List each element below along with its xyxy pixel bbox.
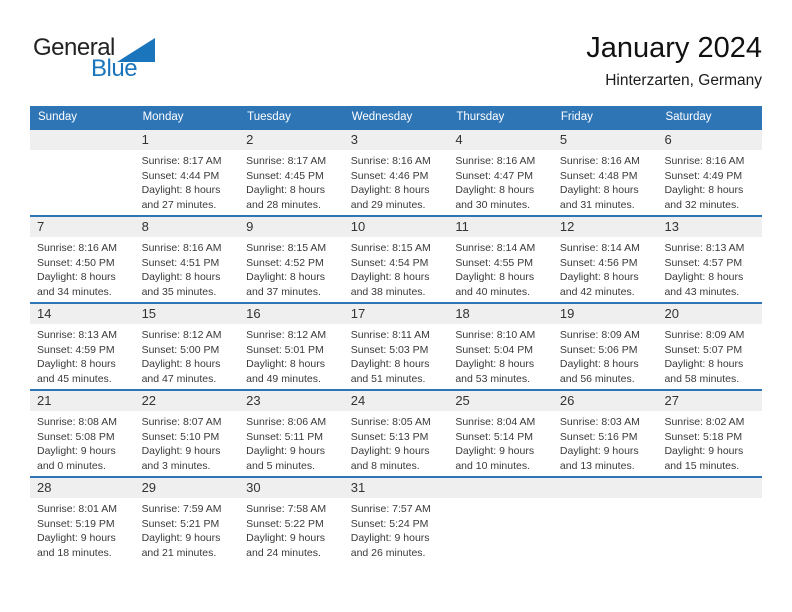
daylight-text-line2: and 45 minutes. bbox=[37, 372, 112, 385]
daylight-text-line2: and 31 minutes. bbox=[559, 198, 635, 211]
day-number: 20 bbox=[657, 304, 762, 324]
day-cell-19 bbox=[553, 304, 658, 389]
day-cell-24 bbox=[344, 391, 449, 476]
daylight-text-line1: Daylight: 8 hours bbox=[246, 358, 325, 371]
daylight-text-line2: and 29 minutes. bbox=[350, 198, 426, 211]
daylight-text-line1: Daylight: 8 hours bbox=[664, 358, 744, 371]
daylight-text-line1: Daylight: 8 hours bbox=[37, 271, 116, 284]
day-number: 24 bbox=[344, 391, 449, 411]
sunset-text: Sunset: 4:49 PM bbox=[664, 169, 743, 182]
day-number: 15 bbox=[135, 304, 240, 324]
day-cell-14 bbox=[30, 304, 135, 389]
sunrise-text: Sunrise: 7:57 AM bbox=[350, 503, 431, 515]
sunrise-text: Sunrise: 8:12 AM bbox=[246, 329, 327, 341]
title-block bbox=[586, 32, 762, 90]
daylight-text-line1: Daylight: 8 hours bbox=[350, 358, 430, 371]
weekday-header-monday: Monday bbox=[142, 111, 184, 123]
empty-day-cell bbox=[448, 478, 553, 563]
day-details bbox=[657, 150, 762, 212]
sunset-text: Sunset: 4:56 PM bbox=[559, 256, 638, 269]
day-cell-7 bbox=[30, 217, 135, 302]
daylight-text-line2: and 13 minutes. bbox=[559, 459, 635, 472]
sunrise-text: Sunrise: 8:16 AM bbox=[455, 155, 536, 167]
day-details bbox=[135, 411, 240, 473]
sunrise-text: Sunrise: 8:14 AM bbox=[559, 242, 640, 254]
weekday-header-tuesday: Tuesday bbox=[247, 111, 291, 123]
day-cell-17 bbox=[344, 304, 449, 389]
general-blue-logo bbox=[33, 36, 155, 80]
sunset-text: Sunset: 5:24 PM bbox=[350, 517, 429, 530]
day-number: 28 bbox=[30, 478, 135, 498]
daylight-text-line2: and 21 minutes. bbox=[141, 546, 217, 559]
sunrise-text: Sunrise: 8:15 AM bbox=[350, 242, 431, 254]
weekday-header-wednesday: Wednesday bbox=[351, 111, 413, 123]
day-number: 11 bbox=[448, 217, 553, 237]
day-number: 4 bbox=[448, 130, 553, 150]
sunrise-text: Sunrise: 8:12 AM bbox=[141, 329, 222, 341]
day-cell-2 bbox=[239, 130, 344, 215]
daylight-text-line2: and 43 minutes. bbox=[664, 285, 740, 298]
daylight-text-line1: Daylight: 8 hours bbox=[664, 271, 744, 284]
weekday-header-thursday: Thursday bbox=[456, 111, 505, 123]
day-number: 18 bbox=[448, 304, 553, 324]
daylight-text-line2: and 5 minutes. bbox=[246, 459, 316, 472]
day-details bbox=[344, 411, 449, 473]
daylight-text-line1: Daylight: 9 hours bbox=[246, 445, 325, 458]
sunset-text: Sunset: 5:10 PM bbox=[141, 430, 220, 443]
day-details bbox=[239, 324, 344, 386]
day-number bbox=[657, 478, 762, 498]
daylight-text-line2: and 42 minutes. bbox=[559, 285, 635, 298]
sunset-text: Sunset: 5:19 PM bbox=[37, 517, 115, 530]
day-details bbox=[657, 237, 762, 299]
day-cell-6 bbox=[657, 130, 762, 215]
day-details bbox=[553, 150, 658, 212]
daylight-text-line2: and 27 minutes. bbox=[141, 198, 217, 211]
day-number: 27 bbox=[657, 391, 762, 411]
empty-day-cell bbox=[30, 130, 135, 215]
daylight-text-line1: Daylight: 8 hours bbox=[246, 271, 325, 284]
daylight-text-line1: Daylight: 8 hours bbox=[141, 184, 221, 197]
day-number: 23 bbox=[239, 391, 344, 411]
day-cell-10 bbox=[344, 217, 449, 302]
day-cell-29 bbox=[135, 478, 240, 563]
day-number: 1 bbox=[135, 130, 240, 150]
sunrise-text: Sunrise: 8:09 AM bbox=[559, 329, 640, 341]
day-details bbox=[553, 411, 658, 473]
sunrise-text: Sunrise: 8:14 AM bbox=[455, 242, 536, 254]
daylight-text-line2: and 0 minutes. bbox=[37, 459, 106, 472]
day-number: 9 bbox=[239, 217, 344, 237]
day-details bbox=[448, 150, 553, 212]
sunset-text: Sunset: 4:44 PM bbox=[141, 169, 220, 182]
daylight-text-line2: and 38 minutes. bbox=[350, 285, 426, 298]
sunrise-text: Sunrise: 8:09 AM bbox=[664, 329, 745, 341]
daylight-text-line2: and 28 minutes. bbox=[246, 198, 321, 211]
sunset-text: Sunset: 5:06 PM bbox=[559, 343, 638, 356]
daylight-text-line1: Daylight: 9 hours bbox=[350, 445, 430, 458]
day-number: 3 bbox=[344, 130, 449, 150]
sunrise-text: Sunrise: 8:07 AM bbox=[141, 416, 222, 428]
daylight-text-line2: and 34 minutes. bbox=[37, 285, 112, 298]
sunrise-text: Sunrise: 8:16 AM bbox=[141, 242, 222, 254]
day-cell-20 bbox=[657, 304, 762, 389]
daylight-text-line1: Daylight: 8 hours bbox=[141, 358, 221, 371]
day-number: 2 bbox=[239, 130, 344, 150]
sunrise-text: Sunrise: 8:05 AM bbox=[350, 416, 431, 428]
day-number: 13 bbox=[657, 217, 762, 237]
sunset-text: Sunset: 4:46 PM bbox=[350, 169, 429, 182]
sunset-text: Sunset: 5:21 PM bbox=[141, 517, 220, 530]
sunrise-text: Sunrise: 8:16 AM bbox=[664, 155, 745, 167]
day-details bbox=[344, 150, 449, 212]
day-number: 25 bbox=[448, 391, 553, 411]
day-number bbox=[30, 130, 135, 150]
day-cell-3 bbox=[344, 130, 449, 215]
day-details bbox=[344, 324, 449, 386]
sunrise-text: Sunrise: 7:58 AM bbox=[246, 503, 327, 515]
week-row bbox=[30, 302, 762, 389]
sunrise-text: Sunrise: 7:59 AM bbox=[141, 503, 222, 515]
weekday-header-saturday: Saturday bbox=[665, 111, 712, 123]
daylight-text-line1: Daylight: 8 hours bbox=[664, 184, 744, 197]
day-details bbox=[239, 237, 344, 299]
day-number: 8 bbox=[135, 217, 240, 237]
sunrise-text: Sunrise: 8:02 AM bbox=[664, 416, 745, 428]
sunrise-text: Sunrise: 8:17 AM bbox=[141, 155, 222, 167]
daylight-text-line1: Daylight: 8 hours bbox=[350, 184, 430, 197]
daylight-text-line2: and 56 minutes. bbox=[559, 372, 635, 385]
day-number bbox=[553, 478, 658, 498]
daylight-text-line2: and 26 minutes. bbox=[350, 546, 426, 559]
weekday-header-friday: Friday bbox=[560, 111, 593, 123]
day-number: 12 bbox=[553, 217, 658, 237]
sunset-text: Sunset: 4:57 PM bbox=[664, 256, 743, 269]
sunset-text: Sunset: 5:03 PM bbox=[350, 343, 429, 356]
day-cell-8 bbox=[135, 217, 240, 302]
daylight-text-line2: and 51 minutes. bbox=[350, 372, 426, 385]
day-number: 26 bbox=[553, 391, 658, 411]
week-row bbox=[30, 476, 762, 563]
day-cell-21 bbox=[30, 391, 135, 476]
week-row bbox=[30, 128, 762, 215]
sunset-text: Sunset: 4:59 PM bbox=[37, 343, 115, 356]
sunset-text: Sunset: 5:22 PM bbox=[246, 517, 324, 530]
sunrise-text: Sunrise: 8:17 AM bbox=[246, 155, 327, 167]
day-number: 31 bbox=[344, 478, 449, 498]
daylight-text-line1: Daylight: 9 hours bbox=[664, 445, 744, 458]
empty-day-cell bbox=[657, 478, 762, 563]
sunset-text: Sunset: 4:45 PM bbox=[246, 169, 324, 182]
daylight-text-line1: Daylight: 8 hours bbox=[455, 271, 535, 284]
day-cell-15 bbox=[135, 304, 240, 389]
daylight-text-line1: Daylight: 8 hours bbox=[559, 184, 639, 197]
day-number: 16 bbox=[239, 304, 344, 324]
day-cell-25 bbox=[448, 391, 553, 476]
day-number: 22 bbox=[135, 391, 240, 411]
day-cell-18 bbox=[448, 304, 553, 389]
day-cell-16 bbox=[239, 304, 344, 389]
sunrise-text: Sunrise: 8:13 AM bbox=[664, 242, 745, 254]
weekday-header-row bbox=[30, 106, 762, 128]
month-year-title: January 2024 bbox=[586, 32, 762, 64]
day-details bbox=[135, 498, 240, 560]
sunset-text: Sunset: 5:04 PM bbox=[455, 343, 533, 356]
daylight-text-line2: and 24 minutes. bbox=[246, 546, 321, 559]
daylight-text-line2: and 32 minutes. bbox=[664, 198, 740, 211]
day-details bbox=[30, 237, 135, 299]
daylight-text-line2: and 58 minutes. bbox=[664, 372, 740, 385]
sunset-text: Sunset: 5:13 PM bbox=[350, 430, 429, 443]
day-details bbox=[135, 324, 240, 386]
daylight-text-line2: and 15 minutes. bbox=[664, 459, 740, 472]
sunset-text: Sunset: 4:52 PM bbox=[246, 256, 324, 269]
location-subtitle: Hinterzarten, Germany bbox=[605, 72, 762, 89]
daylight-text-line2: and 40 minutes. bbox=[455, 285, 531, 298]
day-details bbox=[135, 237, 240, 299]
sunset-text: Sunset: 4:48 PM bbox=[559, 169, 638, 182]
day-details bbox=[553, 324, 658, 386]
day-cell-1 bbox=[135, 130, 240, 215]
sunset-text: Sunset: 4:55 PM bbox=[455, 256, 533, 269]
day-number: 17 bbox=[344, 304, 449, 324]
day-number: 7 bbox=[30, 217, 135, 237]
daylight-text-line2: and 30 minutes. bbox=[455, 198, 531, 211]
calendar-grid bbox=[30, 106, 762, 563]
week-row bbox=[30, 389, 762, 476]
day-details bbox=[30, 498, 135, 560]
daylight-text-line1: Daylight: 8 hours bbox=[455, 358, 535, 371]
daylight-text-line2: and 35 minutes. bbox=[141, 285, 217, 298]
day-details bbox=[448, 411, 553, 473]
day-cell-26 bbox=[553, 391, 658, 476]
sunrise-text: Sunrise: 8:08 AM bbox=[37, 416, 117, 428]
daylight-text-line1: Daylight: 8 hours bbox=[37, 358, 116, 371]
sunrise-text: Sunrise: 8:16 AM bbox=[559, 155, 640, 167]
sunrise-text: Sunrise: 8:06 AM bbox=[246, 416, 327, 428]
day-number: 19 bbox=[553, 304, 658, 324]
daylight-text-line1: Daylight: 9 hours bbox=[246, 532, 325, 545]
sunset-text: Sunset: 5:11 PM bbox=[246, 430, 324, 443]
day-cell-23 bbox=[239, 391, 344, 476]
sunset-text: Sunset: 4:50 PM bbox=[37, 256, 115, 269]
day-details bbox=[239, 411, 344, 473]
day-details bbox=[135, 150, 240, 212]
day-number bbox=[448, 478, 553, 498]
sunset-text: Sunset: 5:01 PM bbox=[246, 343, 324, 356]
sunset-text: Sunset: 4:47 PM bbox=[455, 169, 533, 182]
daylight-text-line1: Daylight: 8 hours bbox=[559, 271, 639, 284]
daylight-text-line1: Daylight: 8 hours bbox=[350, 271, 430, 284]
day-number: 30 bbox=[239, 478, 344, 498]
day-details bbox=[448, 237, 553, 299]
daylight-text-line2: and 49 minutes. bbox=[246, 372, 321, 385]
weekday-header-sunday: Sunday bbox=[38, 111, 78, 123]
day-cell-30 bbox=[239, 478, 344, 563]
daylight-text-line1: Daylight: 8 hours bbox=[559, 358, 639, 371]
day-number: 29 bbox=[135, 478, 240, 498]
sunrise-text: Sunrise: 8:15 AM bbox=[246, 242, 327, 254]
daylight-text-line1: Daylight: 9 hours bbox=[141, 532, 221, 545]
daylight-text-line2: and 3 minutes. bbox=[141, 459, 211, 472]
day-details bbox=[239, 498, 344, 560]
sunrise-text: Sunrise: 8:04 AM bbox=[455, 416, 536, 428]
daylight-text-line2: and 18 minutes. bbox=[37, 546, 112, 559]
sunset-text: Sunset: 4:54 PM bbox=[350, 256, 429, 269]
sunset-text: Sunset: 5:07 PM bbox=[664, 343, 743, 356]
sunset-text: Sunset: 5:08 PM bbox=[37, 430, 115, 443]
day-number: 14 bbox=[30, 304, 135, 324]
day-cell-4 bbox=[448, 130, 553, 215]
sunrise-text: Sunrise: 8:01 AM bbox=[37, 503, 117, 515]
daylight-text-line1: Daylight: 9 hours bbox=[37, 532, 116, 545]
daylight-text-line1: Daylight: 9 hours bbox=[559, 445, 639, 458]
day-details bbox=[657, 411, 762, 473]
daylight-text-line1: Daylight: 8 hours bbox=[141, 271, 221, 284]
sunset-text: Sunset: 5:18 PM bbox=[664, 430, 743, 443]
day-details bbox=[344, 498, 449, 560]
daylight-text-line2: and 8 minutes. bbox=[350, 459, 420, 472]
daylight-text-line2: and 10 minutes. bbox=[455, 459, 531, 472]
daylight-text-line2: and 37 minutes. bbox=[246, 285, 321, 298]
day-cell-12 bbox=[553, 217, 658, 302]
daylight-text-line1: Daylight: 9 hours bbox=[455, 445, 535, 458]
day-number: 21 bbox=[30, 391, 135, 411]
day-cell-27 bbox=[657, 391, 762, 476]
day-details bbox=[553, 237, 658, 299]
daylight-text-line1: Daylight: 8 hours bbox=[455, 184, 535, 197]
sunrise-text: Sunrise: 8:10 AM bbox=[455, 329, 536, 341]
day-details bbox=[448, 324, 553, 386]
logo-text-general: General bbox=[33, 34, 115, 61]
daylight-text-line1: Daylight: 9 hours bbox=[141, 445, 221, 458]
week-row bbox=[30, 215, 762, 302]
day-number: 10 bbox=[344, 217, 449, 237]
day-number: 5 bbox=[553, 130, 658, 150]
day-details bbox=[239, 150, 344, 212]
daylight-text-line1: Daylight: 9 hours bbox=[350, 532, 430, 545]
daylight-text-line1: Daylight: 8 hours bbox=[246, 184, 325, 197]
day-cell-31 bbox=[344, 478, 449, 563]
day-details bbox=[344, 237, 449, 299]
day-details bbox=[30, 324, 135, 386]
day-cell-22 bbox=[135, 391, 240, 476]
daylight-text-line1: Daylight: 9 hours bbox=[37, 445, 116, 458]
day-cell-9 bbox=[239, 217, 344, 302]
sunset-text: Sunset: 4:51 PM bbox=[141, 256, 220, 269]
day-cell-5 bbox=[553, 130, 658, 215]
day-cell-13 bbox=[657, 217, 762, 302]
day-details bbox=[657, 324, 762, 386]
sunrise-text: Sunrise: 8:13 AM bbox=[37, 329, 117, 341]
sunrise-text: Sunrise: 8:16 AM bbox=[37, 242, 117, 254]
day-number: 6 bbox=[657, 130, 762, 150]
calendar-weeks bbox=[30, 128, 762, 563]
daylight-text-line2: and 53 minutes. bbox=[455, 372, 531, 385]
day-cell-11 bbox=[448, 217, 553, 302]
day-details bbox=[30, 411, 135, 473]
day-cell-28 bbox=[30, 478, 135, 563]
sunrise-text: Sunrise: 8:16 AM bbox=[350, 155, 431, 167]
daylight-text-line2: and 47 minutes. bbox=[141, 372, 217, 385]
empty-day-cell bbox=[553, 478, 658, 563]
sunrise-text: Sunrise: 8:11 AM bbox=[350, 329, 430, 341]
logo-text-blue: Blue bbox=[91, 55, 138, 82]
sunset-text: Sunset: 5:14 PM bbox=[455, 430, 533, 443]
sunset-text: Sunset: 5:00 PM bbox=[141, 343, 220, 356]
sunrise-text: Sunrise: 8:03 AM bbox=[559, 416, 640, 428]
sunset-text: Sunset: 5:16 PM bbox=[559, 430, 638, 443]
